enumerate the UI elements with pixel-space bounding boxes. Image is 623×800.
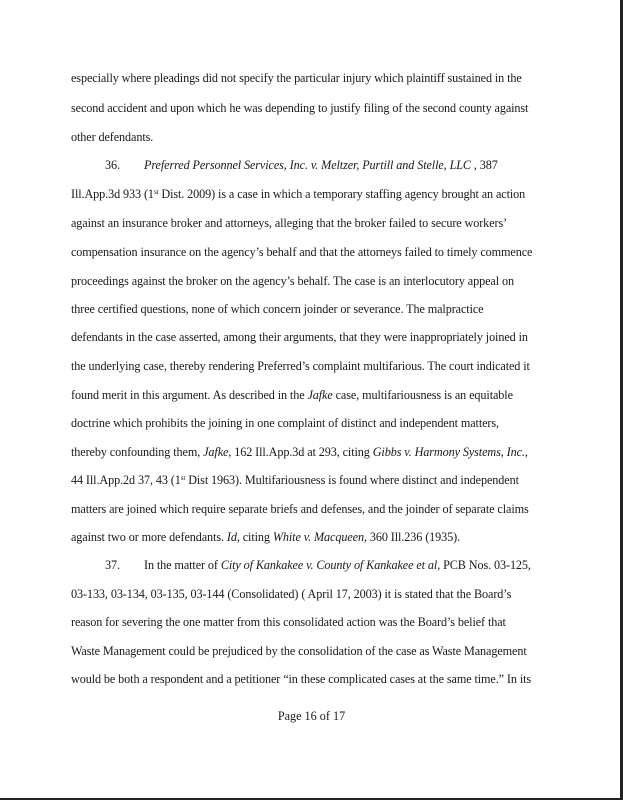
- text-run: , citing: [236, 530, 273, 544]
- text-run: , 360 Ill.236 (1935).: [363, 530, 461, 544]
- text-line: three certified questions, none of which concern joinder or severance. The malpractice: [71, 302, 484, 316]
- text-line: reason for severing the one matter from this consolidated action was the Board’s belief that: [71, 615, 506, 629]
- text-line: compensation insurance on the agency’s behalf and that the attorneys failed to timely commence: [71, 245, 533, 259]
- text-line: [71, 445, 528, 459]
- text-line: [71, 388, 513, 402]
- text-run: thereby confounding them,: [71, 445, 204, 459]
- citation-volume: , 387: [470, 158, 498, 172]
- text-line: doctrine which prohibits the joining in one complaint of distinct and independent matters,: [71, 416, 499, 430]
- text-line: Waste Management could be prejudiced by the consolidation of the case as Waste Management: [71, 644, 527, 658]
- text-run: case, multifariousness is an equitable: [332, 388, 513, 402]
- text-line: Ill.App.3d 933 (1st Dist. 2009) is a case in which a temporary staffing agency brought an action: [71, 187, 526, 201]
- text-run: found merit in this argument. As described in the: [71, 388, 308, 402]
- text-run: , PCB Nos. 03-125,: [437, 558, 531, 572]
- text-line: 03-133, 03-134, 03-135, 03-144 (Consolidated) ( April 17, 2003) it is stated that the Board’s: [71, 587, 512, 601]
- text-line: against an insurance broker and attorneys, alleging that the broker failed to secure workers’: [71, 216, 508, 230]
- text-line: proceedings against the broker on the agency’s behalf. The case is an interlocutory appeal on: [71, 274, 514, 288]
- text-line: [71, 530, 460, 544]
- text-line: other defendants.: [71, 130, 154, 144]
- paragraph-37-heading: [105, 558, 531, 572]
- case-citation: Jafke: [307, 388, 333, 402]
- text-run: ,: [524, 445, 528, 459]
- case-citation: Id: [226, 530, 237, 544]
- case-citation: White v. Macqueen: [272, 530, 364, 544]
- text-line: defendants in the case asserted, among their arguments, that they were inappropriately joined in: [71, 330, 528, 344]
- case-citation: Jafke: [203, 445, 229, 459]
- case-citation: Preferred Personnel Services, Inc. v. Meltzer, Purtill and Stelle, LLC: [144, 158, 471, 172]
- text-line: 44 Ill.App.2d 37, 43 (1st Dist 1963). Multifariousness is found where distinct and independent: [71, 473, 519, 487]
- text-run: In the matter of: [144, 558, 221, 572]
- text-line: matters are joined which require separate briefs and defenses, and the joinder of separate claims: [71, 502, 529, 516]
- paragraph-number: 37.: [105, 558, 120, 572]
- case-citation: City of Kankakee v. County of Kankakee et al: [220, 558, 438, 572]
- case-citation: Gibbs v. Harmony Systems, Inc.: [372, 445, 525, 459]
- text-run: against two or more defendants.: [71, 530, 227, 544]
- paragraph-number: 36.: [105, 158, 120, 172]
- text-line: second accident and upon which he was depending to justify filing of the second county against: [71, 101, 529, 115]
- paragraph-36-heading: [105, 158, 498, 172]
- text-line: the underlying case, thereby rendering Preferred’s complaint multifarious. The court indicated it: [71, 359, 530, 373]
- text-line: especially where pleadings did not specify the particular injury which plaintiff sustained in the: [71, 71, 522, 85]
- text-line: would be both a respondent and a petitioner “in these complicated cases at the same time.” In its: [71, 672, 532, 686]
- page-number-footer: Page 16 of 17: [277, 709, 346, 723]
- text-run: , 162 Ill.App.3d at 293, citing: [228, 445, 373, 459]
